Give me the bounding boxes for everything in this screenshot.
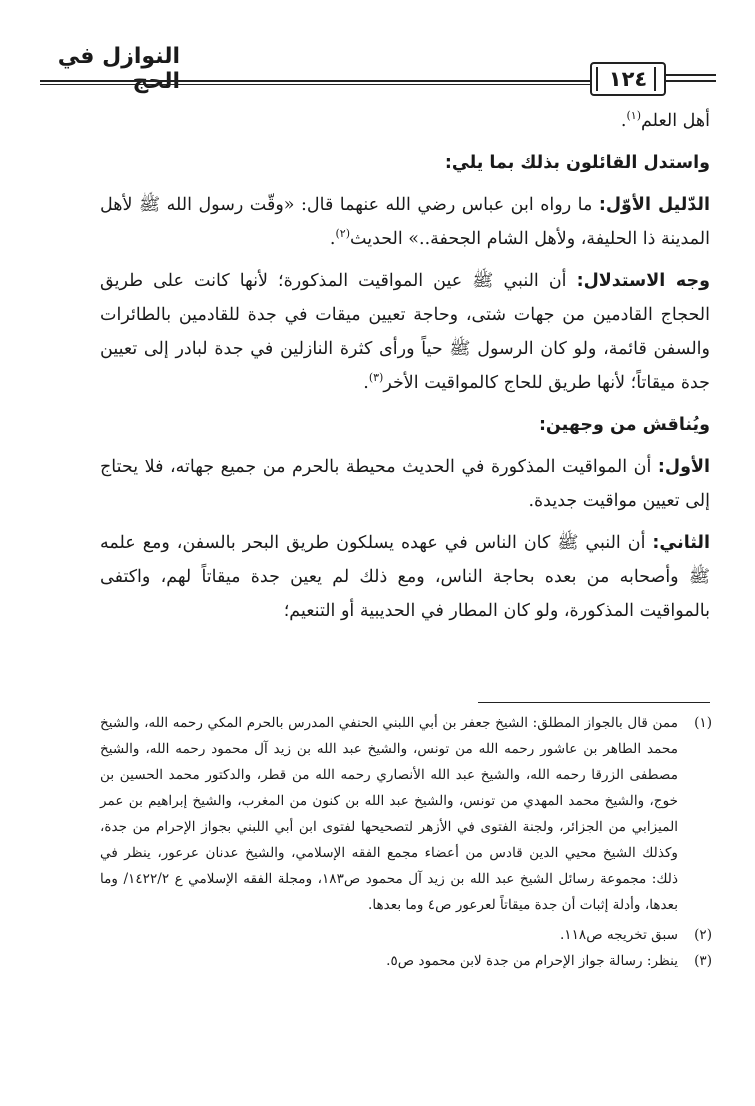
paragraph: الأول: أن المواقيت المذكورة في الحديث محيطة بالحرم من جميع جهاته، فلا يحتاج إلى تعيين مواقيت جديدة.: [100, 457, 710, 511]
header-rule-tail: [664, 74, 716, 82]
footnote-number: (١): [694, 715, 712, 731]
footnote-text: ينظر: رسالة جواز الإحرام من جدة لابن محمود ص٥.: [386, 953, 678, 969]
paragraph: وجه الاستدلال: أن النبي ﷺ عين المواقيت المذكورة؛ لأنها كانت على طريق الحجاج القادمين من جهات شتى، وحاجة تعيين ميقات في جدة للقادمين بالطائرات والسفن قائمة، ولو كان الرسول ﷺ حياً ورأى كثرة النازلين في جدة لبادر إلى تعيين جدة ميقاتاً؛ لأنها طريق للحاج كالمواقيت الأخر$^{(٣)}$.: [100, 271, 710, 393]
paragraph-lead: الأول:: [657, 457, 710, 477]
footnote: [100, 710, 712, 918]
section-heading: واستدل القائلون بذلك بما يلي:: [444, 153, 710, 173]
paragraph-lead: الثاني:: [652, 533, 710, 553]
section-heading: ويُناقش من وجهين:: [538, 415, 710, 435]
footnotes: [100, 710, 712, 974]
paragraph: أهل العلم$^{(١)}$.: [620, 109, 710, 131]
paragraph: الثاني: أن النبي ﷺ كان الناس في عهده يسلكون طريق البحر بالسفن، ومع علمه ﷺ وأصحابه من بعده بحاجة الناس، ومع ذلك لم يعين جدة ميقاتاً لهم، واكتفى بالمواقيت المذكورة، ولو كان المطار في الحديبية أو التنعيم؛: [100, 533, 710, 621]
footnote: [100, 948, 712, 974]
paragraph: الدّليل الأوّل: ما رواه ابن عباس رضي الله عنهما قال: «وقّت رسول الله ﷺ لأهل المدينة ذا الحليفة، ولأهل الشام الجحفة..» الحديث$^{(٢)}$.: [100, 195, 710, 249]
footnote-ref[interactable]: (١): [626, 109, 642, 123]
paragraph-lead: وجه الاستدلال:: [576, 271, 710, 291]
footnote-number: (٣): [694, 953, 712, 969]
footnote-text: سبق تخريجه ص١١٨.: [559, 927, 678, 943]
header-rule: [40, 80, 593, 85]
paragraph-lead: الدّليل الأوّل:: [598, 195, 710, 215]
footnote: [100, 922, 712, 948]
footnote-separator: [478, 702, 710, 703]
running-title: النوازل في الحج: [57, 44, 180, 94]
footnote-number: (٢): [694, 927, 712, 943]
footnote-text: ممن قال بالجواز المطلق: الشيخ جعفر بن أبي اللبني الحنفي المدرس بالحرم المكي رحمه الله، والشيخ محمد الطاهر بن عاشور رحمه الله من تونس، والشيخ عبد الله بن زيد آل محمود رحمه الله، والشيخ مصطفى الزرقا رحمه الله، والشيخ عبد الله الأنصاري رحمه الله من قطر، والدكتور محمد الحسين بن خوج، والشيخ محمد المهدي من تونس، والشيخ عبد الله بن كنون من المغرب، والشيخ إبراهيم بن عمر الميزابي من الجزائر، ولجنة الفتوى في الأزهر لتصحيحها لفتوى ابن أبي اللبني بجواز الإحرام من جدة، وكذلك الشيخ محيي الدين قادس من أعضاء مجمع الفقه الإسلامي، والشيخ عدنان عرعور، ينظر في ذلك: مجموعة رسائل الشيخ عبد الله بن زيد آل محمود ص١٨٣، ومجلة الفقه الإسلامي ع ١٤٢٢/٢/ وما بعدها، وأدلة إثبات أن جدة ميقاتاً لعرعور ص٤ وما بعدها.: [100, 715, 678, 913]
main-text: [100, 104, 710, 628]
page-number: ١٢٤: [590, 62, 666, 96]
footnote-ref[interactable]: (٣): [368, 371, 384, 385]
footnote-ref[interactable]: (٢): [335, 227, 351, 241]
